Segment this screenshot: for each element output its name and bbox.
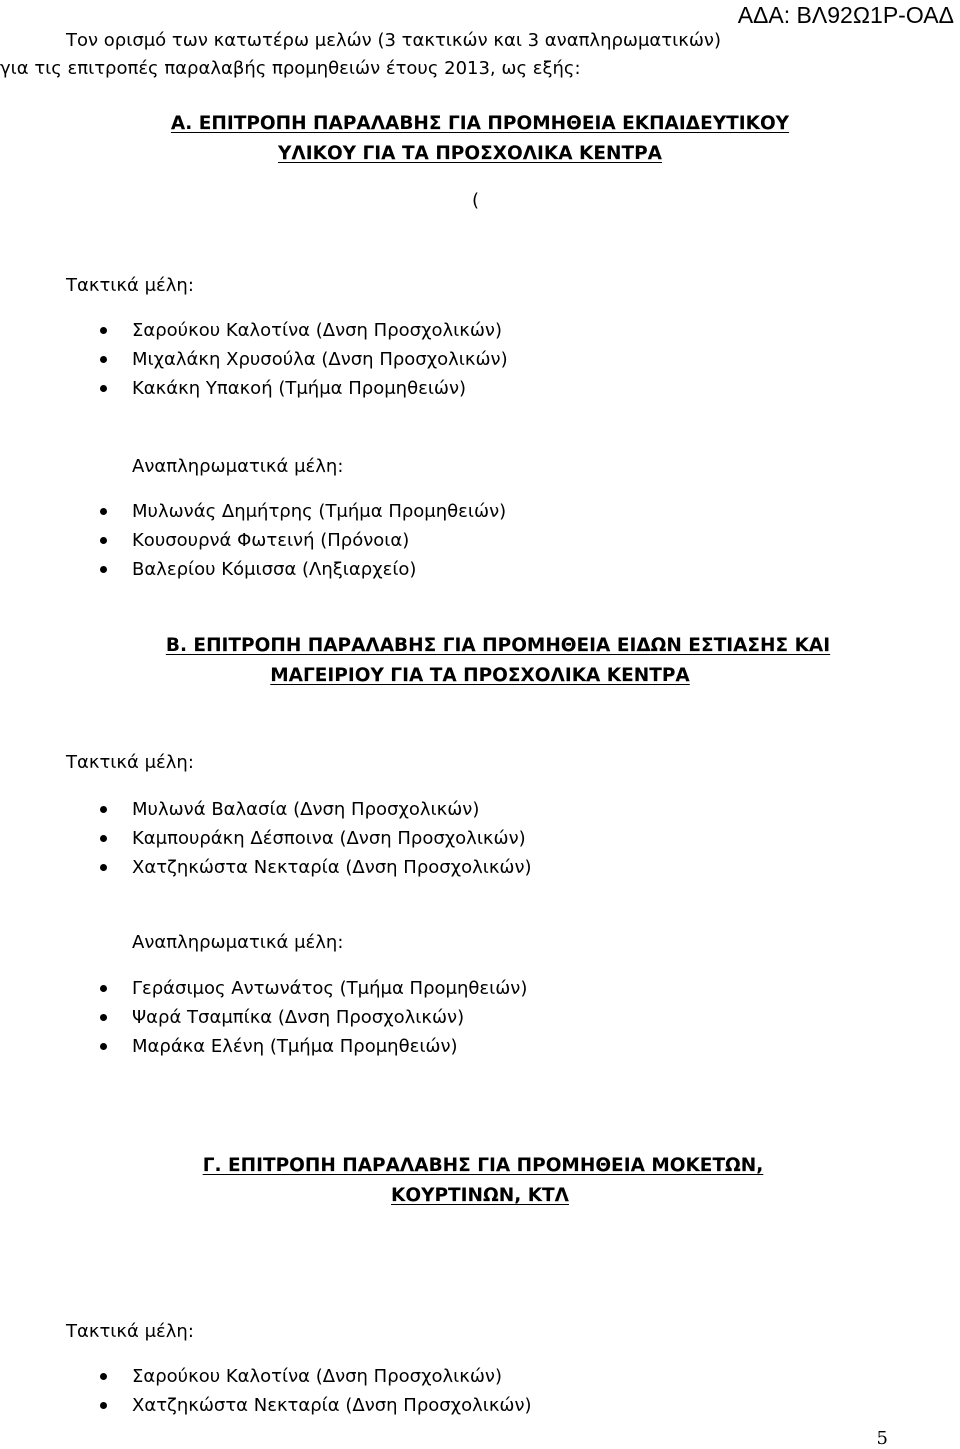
list-item: Μυλωνά Βαλασία (Δνση Προσχολικών) [100,795,532,824]
section-a-alternate-label: Αναπληρωματικά μέλη: [132,456,344,477]
section-b-alternate-label: Αναπληρωματικά μέλη: [132,932,344,953]
stray-mark: ( [472,190,480,211]
list-item: Γεράσιμος Αντωνάτος (Τμήμα Προμηθειών) [100,974,527,1003]
section-a-regular-label: Τακτικά μέλη: [66,275,194,296]
section-c-regular-label: Τακτικά μέλη: [66,1321,194,1342]
list-item: Κουσουρνά Φωτεινή (Πρόνοια) [100,526,506,555]
list-item: Ψαρά Τσαμπίκα (Δνση Προσχολικών) [100,1003,527,1032]
section-a-heading-2: ΥΛΙΚΟΥ ΓΙΑ ΤΑ ΠΡΟΣΧΟΛΙΚΑ ΚΕΝΤΡΑ [278,143,662,164]
list-item: Καμπουράκη Δέσποινα (Δνση Προσχολικών) [100,824,532,853]
section-a-heading-1: Α. ΕΠΙΤΡΟΠΗ ΠΑΡΑΛΑΒΗΣ ΓΙΑ ΠΡΟΜΗΘΕΙΑ ΕΚΠΑΙΔΕΥΤΙΚΟΥ [170,113,790,134]
section-c-heading-1: Γ. ΕΠΙΤΡΟΠΗ ΠΑΡΑΛΑΒΗΣ ΓΙΑ ΠΡΟΜΗΘΕΙΑ ΜΟΚΕΤΩΝ, [202,1155,764,1176]
list-item: Χατζηκώστα Νεκταρία (Δνση Προσχολικών) [100,1391,532,1420]
list-item: Μυλωνάς Δημήτρης (Τμήμα Προμηθειών) [100,497,506,526]
list-item: Μιχαλάκη Χρυσούλα (Δνση Προσχολικών) [100,345,508,374]
section-b-heading-1: Β. ΕΠΙΤΡΟΠΗ ΠΑΡΑΛΑΒΗΣ ΓΙΑ ΠΡΟΜΗΘΕΙΑ ΕΙΔΩΝ ΕΣΤΙΑΣΗΣ ΚΑΙ [165,635,831,656]
section-b-alternate-list [100,974,527,1061]
section-a-alternate-list [100,497,506,584]
section-a-regular-list [100,316,508,403]
list-item: Μαράκα Ελένη (Τμήμα Προμηθειών) [100,1032,527,1061]
section-b-regular-label: Τακτικά μέλη: [66,752,194,773]
list-item: Χατζηκώστα Νεκταρία (Δνση Προσχολικών) [100,853,532,882]
section-c-heading-2: ΚΟΥΡΤΙΝΩΝ, ΚΤΛ [391,1185,569,1206]
section-c-regular-list [100,1362,532,1420]
page-number: 5 [876,1428,888,1449]
list-item: Κακάκη Υπακοή (Τμήμα Προμηθειών) [100,374,508,403]
intro-line-1: Τον ορισμό των κατωτέρω μελών (3 τακτικών και 3 αναπληρωματικών) [66,30,721,51]
section-b-heading-2: ΜΑΓΕΙΡΙΟΥ ΓΙΑ ΤΑ ΠΡΟΣΧΟΛΙΚΑ ΚΕΝΤΡΑ [270,665,690,686]
list-item: Βαλερίου Κόμισσα (Ληξιαρχείο) [100,555,506,584]
list-item: Σαρούκου Καλοτίνα (Δνση Προσχολικών) [100,1362,532,1391]
intro-line-2: για τις επιτροπές παραλαβής προμηθειών έτους 2013, ως εξής: [0,58,581,79]
document-id: ΑΔΑ: ΒΛ92Ω1Ρ-ΟΑΔ [737,2,954,28]
list-item: Σαρούκου Καλοτίνα (Δνση Προσχολικών) [100,316,508,345]
section-b-regular-list [100,795,532,882]
